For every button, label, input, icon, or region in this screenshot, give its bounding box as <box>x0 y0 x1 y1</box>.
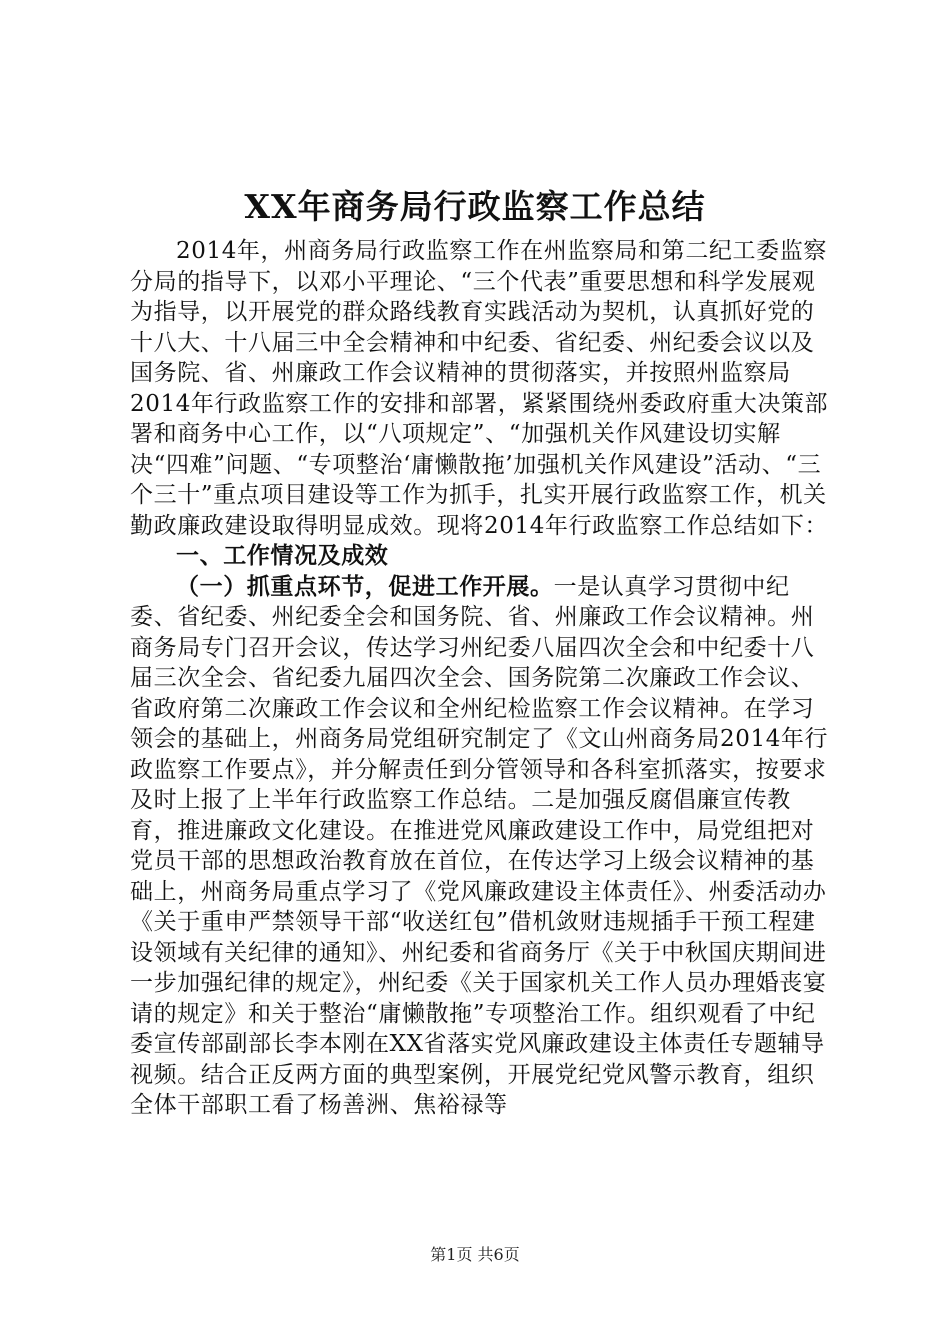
section-heading: 一、工作情况及成效 <box>176 542 389 569</box>
subsection-paragraph <box>130 572 830 1121</box>
document-title: XX年商务局行政监察工作总结 <box>244 187 706 226</box>
page-number-footer: 第1页 共6页 <box>430 1245 520 1264</box>
document-body <box>130 236 830 1121</box>
subsection-body: 一是认真学习贯彻中纪委、省纪委、州纪委全会和国务院、省、州廉政工作会议精神。州商务局专门召开会议，传达学习州纪委八届四次全会和中纪委十八届三次全会、省纪委九届四次全会、国务院第二次廉政工作会议、省政府第二次廉政工作会议和全州纪检监察工作会议精神。在学习领会的基础上，州商务局党组研究制定了《文山州商务局2014年行政监察工作要点》，并分解责任到分管领导和各科室抓落实，按要求及时上报了上半年行政监察工作总结。二是加强反腐倡廉宣传教育，推进廉政文化建设。在推进党风廉政建设工作中，局党组把对党员干部的思想政治教育放在首位，在传达学习上级会议精神的基础上，州商务局重点学习了《党风廉政建设主体责任》、州委活动办《关于重申严禁领导干部“收送红包”借机敛财违规插手干预工程建设领域有关纪律的通知》、州纪委和省商务厅《关于中秋国庆期间进一步加强纪律的规定》，州纪委《关于国家机关工作人员办理婚丧宴请的规定》和关于整治“庸懒散拖”专项整治工作。组织观看了中纪委宣传部副部长李本刚在XX省落实党风廉政建设主体责任专题辅导视频。结合正反两方面的典型案例，开展党纪党风警示教育，组织全体干部职工看了杨善洲、焦裕禄等 <box>130 573 829 1118</box>
intro-paragraph: 2014年，州商务局行政监察工作在州监察局和第二纪工委监察分局的指导下，以邓小平理论、“三个代表”重要思想和科学发展观为指导，以开展党的群众路线教育实践活动为契机，认真抓好党的十八大、十八届三中全会精神和中纪委、省纪委、州纪委会议以及国务院、省、州廉政工作会议精神的贯彻落实，并按照州监察局2014年行政监察工作的安排和部署，紧紧围绕州委政府重大决策部署和商务中心工作，以“八项规定”、“加强机关作风建设切实解决“四难”问题、“专项整治‘庸懒散拖’加强机关作风建设”活动、“三个三十”重点项目建设等工作为抓手，扎实开展行政监察工作，机关勤政廉政建设取得明显成效。现将2014年行政监察工作总结如下： <box>130 238 829 539</box>
subsection-heading: （一）抓重点环节，促进工作开展。 <box>176 572 554 600</box>
